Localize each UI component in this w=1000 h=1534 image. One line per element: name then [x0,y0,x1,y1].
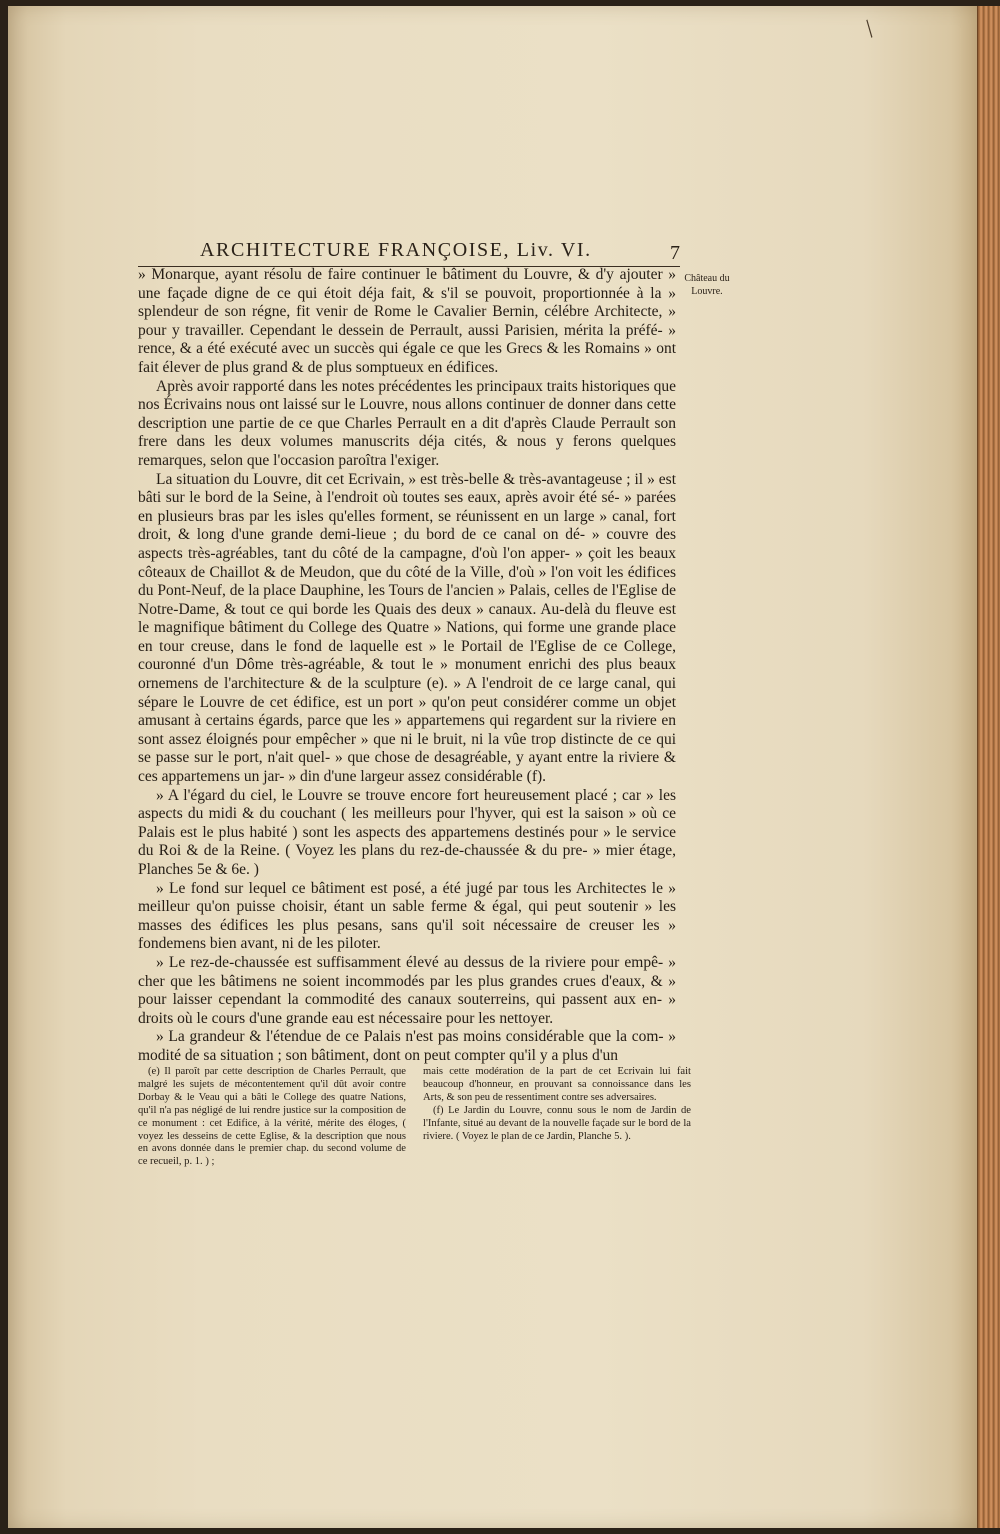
footnote-e-continued: mais cette modération de la part de cet Ecrivain lui fait beaucoup d'honneur, en prouvant sa connoissance dans les Arts, & son peu de ressentiment contre ses adversaires. [423,1066,691,1103]
footnote-column-left [138,1066,406,1169]
ink-mark: / [858,14,881,43]
paragraph: » Le fond sur lequel ce bâtiment est posé, a été jugé par tous les Architectes le » meilleur qu'on puisse choisir, étant un sable ferme & égal, qui peut soutenir » les masses des édifices les plus pesans, sans qu'il soit nécessaire de creuser les » fondemens bien avant, ni de les piloter. [138,879,676,953]
paragraph: » Le rez-de-chaussée est suffisamment élevé au dessus de la riviere pour empê- » cher que les bâtimens ne soient incommodés par les plus grandes crues d'eaux, & » pour laisser cependant la commodité des canaux souterreins, qui passent aux en- » droits où le cours d'une grande eau est nécessaire pour les nettoyer. [138,953,676,1027]
margin-note: Château du Louvre. [684,273,730,297]
paragraph: » Monarque, ayant résolu de faire continuer le bâtiment du Louvre, & d'y ajouter » une façade digne de ce qui étoit déja fait, & s'il se pouvoit, proportionnée à la » splendeur de son régne, fit venir de Rome le Cavalier Bernin, célébre Architecte, » pour y travailler. Cependant le dessein de Perrault, aussi Parisien, mérita la préfé- » rence, & a été exécuté avec un succès qui égale ce que les Grecs & les Romains » ont fait élever de plus grand & de plus somptueux en édifices. [138,266,676,376]
paragraph: » La grandeur & l'étendue de ce Palais n'est pas moins considérable que la com- » modité de sa situation ; son bâtiment, dont on peut compter qu'il y a plus d'un [138,1028,676,1064]
paragraph: Après avoir rapporté dans les notes précédentes les principaux traits historiques que nos Écrivains nous ont laissé sur le Louvre, nous allons continuer de donner dans cette description une partie de ce que Charles Perrault en a dit d'après Claude Perrault son frere dans les deux volumes manuscrits déja cités, & nous y ferons quelques remarques, selon que l'occasion paroîtra l'exiger. [138,377,676,469]
page-edges [977,6,1000,1528]
paragraph: La situation du Louvre, dit cet Ecrivain, » est très-belle & très-avantageuse ; il » est bâti sur le bord de la Seine, à l'endroit où toutes ses eaux, après avoir été sé- » parées en plusieurs bras par les isles qu'elles forment, se réunissent en un large » canal, fort droit, & long d'une grande demi-lieue ; du bord de ce canal on dé- » couvre des aspects très-agréables, tant du côté de la campagne, d'où l'on apper- » çoit les beaux côteaux de Chaillot & de Meudon, que du côté de la Ville, d'où » l'on voit les édifices du Pont-Neuf, de la place Dauphine, les Tours de l'ancien » Palais, celles de l'Eglise de Notre-Dame, & tout ce qui borde les Quais des deux » canaux. Au-delà du fleuve est le magnifique bâtiment du College des Quatre » Nations, qui forme une grande place en tour creuse, dans le fond de laquelle est » le Portail de l'Eglise de ce College, couronné d'un Dôme très-agréable, & tout le » monument enrichi des plus beaux ornemens de l'architecture & de la sculpture (e). » A l'endroit de ce large canal, qui sépare le Louvre de cet édifice, est un port » qu'on peut considérer comme un objet amusant à certains égards, parce que les » appartemens qui regardent sur la riviere en sont assez éloignés pour empêcher » que ni le bruit, ni la vûe trop distincte de ce qui se passe sur le port, n'ait quel- » que chose de desagréable, y ayant entre la riviere & ces appartemens un jar- » din d'une largeur assez considérable (f). [138,470,676,786]
footnote-e: (e) Il paroît par cette description de Charles Perrault, que malgré les sujets de mécontentement qu'il dût avoir contre Dorbay & le Veau qui a bâti le College des quatre Nations, qu'il n'a pas négligé de lui rendre justice sur la composition de ce monument : cet Edifice, à la vérité, mérite des éloges, ( voyez les desseins de cette Eglise, & la description que nous en avons donnée dans le premier chap. du second volume de ce recueil, p. 1. ) ; [138,1066,406,1168]
footnote-f: (f) Le Jardin du Louvre, connu sous le nom de Jardin de l'Infante, situé au devant de la nouvelle façade sur le bord de la riviere. ( Voyez le plan de ce Jardin, Planche 5. ). [423,1104,691,1142]
footnotes [138,1066,691,1169]
footnote-column-right [423,1066,691,1169]
page-header [138,236,680,267]
paragraph: » A l'égard du ciel, le Louvre se trouve encore fort heureusement placé ; car » les aspects du midi & du couchant ( les meilleurs pour l'hyver, qui est la saison » où ce Palais est le plus habité ) sont les aspects des appartemens destinés pour » le service du Roi & de la Reine. ( Voyez les plans du rez-de-chaussée & du pre- » mier étage, Planches 5e & 6e. ) [138,786,676,878]
main-text [138,266,676,1066]
page-number: 7 [670,242,680,264]
running-head: ARCHITECTURE FRANÇOISE, Liv. VI. [200,239,592,261]
